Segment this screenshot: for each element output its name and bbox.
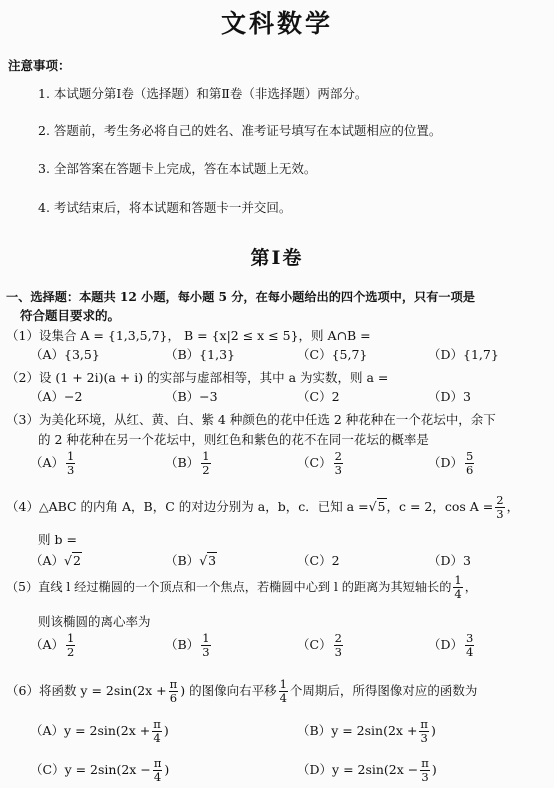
question-4-stem: （4）△ABC 的内角 A，B，C 的对边分别为 a，b，c．已知 a =√5，c = 2，cos A = $\frac{2}{3}$ ， [6, 493, 520, 521]
q1-option-d: （D）{1,7} [428, 347, 499, 362]
fraction: $\frac{5}{6}$ [466, 449, 474, 477]
question-1-stem: （1）设集合 A = {1,3,5,7}， B = {x|2 ≤ x ≤ 5}，则 A∩B = [6, 328, 371, 343]
fraction: $\frac{1}{3}$ [67, 449, 75, 477]
q6-option-d: （D）y = 2sin(2x − $\frac{\pi}{3}$ ) [297, 756, 437, 784]
q4-option-a: （A）√2 [30, 553, 81, 568]
fraction: $\frac{1}{4}$ [454, 573, 462, 601]
q6-option-c: （C）y = 2sin(2x − $\frac{\pi}{4}$ ) [30, 756, 170, 784]
q2-option-b: （B）−3 [165, 389, 218, 404]
q3-option-d: （D） $\frac{5}{6}$ [428, 449, 474, 477]
question-2-stem: （2）设 (1 + 2i)(a + i) 的实部与虚部相等，其中 a 为实数，则 a = [6, 370, 389, 385]
q2-option-a: （A）−2 [30, 389, 83, 404]
section-heading: 一、选择题：本题共 12 小题，每小题 5 分，在每小题给出的四个选项中，只有一项是 [6, 290, 475, 304]
fraction: $\frac{3}{4}$ [466, 631, 474, 659]
q6-option-b: （B）y = 2sin(2x + $\frac{\pi}{3}$ ) [297, 717, 436, 745]
fraction: $\frac{\pi}{4}$ [153, 756, 162, 784]
q3-option-a: （A） $\frac{1}{3}$ [30, 449, 75, 477]
fraction: $\frac{2}{3}$ [496, 493, 504, 521]
notice-item: 1. 本试题分第Ⅰ卷（选择题）和第Ⅱ卷（非选择题）两部分。 [38, 86, 368, 101]
fraction: $\frac{\pi}{4}$ [153, 717, 161, 745]
fraction: $\frac{\pi}{3}$ [420, 717, 428, 745]
q6-option-a: （A）y = 2sin(2x + $\frac{\pi}{4}$ ) [30, 717, 169, 745]
q1-option-c: （C）{5,7} [297, 347, 368, 362]
fraction: $\frac{1}{2}$ [67, 631, 75, 659]
question-4-stem-cont: 则 b = [38, 532, 77, 547]
q5-option-d: （D） $\frac{3}{4}$ [428, 631, 474, 659]
q4-option-c: （C）2 [297, 553, 340, 568]
fraction: $\frac{2}{3}$ [334, 449, 342, 477]
q2-option-c: （C）2 [297, 389, 340, 404]
notice-item: 4. 考试结束后，将本试题和答题卡一并交回。 [38, 200, 292, 215]
volume-heading: 第Ⅰ卷 [250, 247, 304, 269]
fraction: $\frac{2}{3}$ [334, 631, 342, 659]
section-heading-cont: 符合题目要求的。 [20, 308, 121, 323]
question-6-stem: （6）将函数 y = 2sin(2x + $\frac{\pi}{6}$ ) 的图像向右平移 $\frac{1}{4}$ 个周期后，所得图像对应的函数为 [6, 677, 478, 705]
q3-option-b: （B） $\frac{1}{2}$ [165, 449, 210, 477]
q4-option-d: （D）3 [428, 553, 471, 568]
fraction: $\frac{1}{2}$ [202, 449, 210, 477]
q5-option-a: （A） $\frac{1}{2}$ [30, 631, 75, 659]
fraction: $\frac{1}{3}$ [202, 631, 210, 659]
q5-option-c: （C） $\frac{2}{3}$ [297, 631, 342, 659]
notice-heading: 注意事项： [8, 58, 71, 73]
fraction: $\frac{\pi}{6}$ [169, 677, 178, 705]
q1-option-b: （B）{1,3} [165, 347, 235, 362]
notice-item: 2. 答题前，考生务必将自己的姓名、准考证号填写在本试题相应的位置。 [38, 123, 442, 138]
question-3-stem-cont: 的 2 种花种在另一个花坛中，则红色和紫色的花不在同一花坛的概率是 [38, 432, 429, 447]
page-title: 文科数学 [220, 9, 333, 38]
q4-option-b: （B）√3 [165, 553, 217, 568]
q5-option-b: （B） $\frac{1}{3}$ [165, 631, 210, 659]
fraction: $\frac{\pi}{3}$ [421, 756, 429, 784]
notice-item: 3. 全部答案在答题卡上完成，答在本试题上无效。 [38, 161, 317, 176]
question-3-stem: （3）为美化环境，从红、黄、白、紫 4 种颜色的花中任选 2 种花种在一个花坛中，余下 [6, 412, 496, 427]
q2-option-d: （D）3 [428, 389, 471, 404]
fraction: $\frac{1}{4}$ [279, 677, 287, 705]
question-5-stem-cont: 则该椭圆的离心率为 [38, 614, 151, 629]
q3-option-c: （C） $\frac{2}{3}$ [297, 449, 342, 477]
question-5-stem: （5）直线 l 经过椭圆的一个顶点和一个焦点，若椭圆中心到 l 的距离为其短轴长的 $\frac{1}{4}$ ， [6, 573, 477, 601]
q1-option-a: （A）{3,5} [30, 347, 100, 362]
